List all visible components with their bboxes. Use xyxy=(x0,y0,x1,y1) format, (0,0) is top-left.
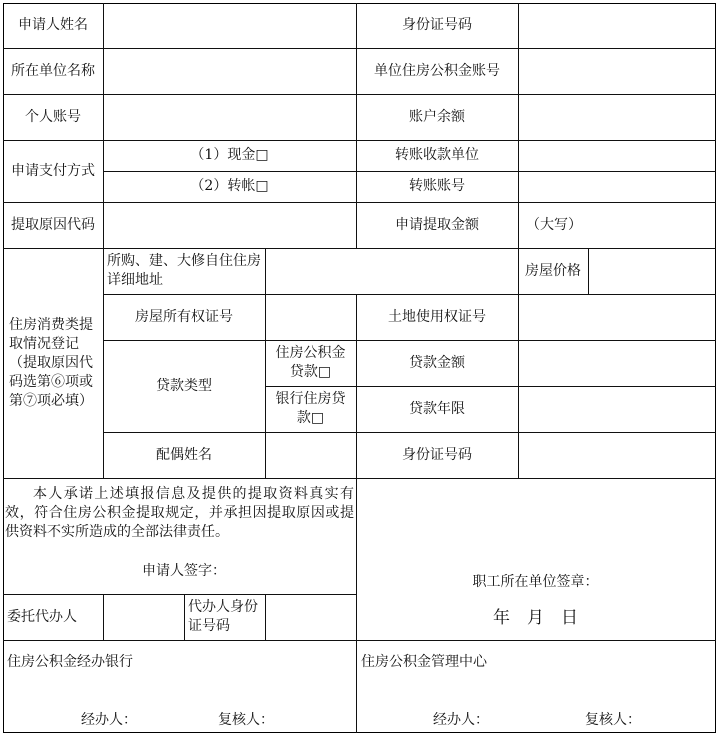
account-balance-field[interactable] xyxy=(518,94,715,140)
account-balance-label: 账户余额 xyxy=(409,108,465,125)
spouse-id-field[interactable] xyxy=(518,432,715,478)
amount-in-words-field[interactable]: （大写） xyxy=(526,216,582,233)
property-address-field[interactable] xyxy=(265,248,518,294)
spouse-id-label: 身份证号码 xyxy=(402,446,472,463)
transfer-option[interactable]: （2）转帐□ xyxy=(190,178,269,194)
loan-term-field[interactable] xyxy=(518,386,715,432)
house-price-field[interactable] xyxy=(588,248,715,294)
declaration-text: 本人承诺上述填报信息及提供的提取资料真实有效，符合住房公积金提取规定，并承担因提取原因或提供资料不实所造成的全部法律责任。 xyxy=(5,486,354,540)
loan-type-label: 贷款类型 xyxy=(156,377,212,394)
transfer-payee-field[interactable] xyxy=(518,140,715,171)
handler-label-bank: 经办人： xyxy=(81,712,137,728)
payment-method-label: 申请支付方式 xyxy=(11,162,95,179)
housing-section-label: 住房消费类提取情况登记（提取原因代码选第⑥项或第⑦项必填） xyxy=(9,316,93,409)
proxy-label: 委托代办人 xyxy=(7,608,77,625)
house-price-label: 房屋价格 xyxy=(525,262,581,279)
fund-loan-option[interactable]: 住房公积金贷款□ xyxy=(275,345,346,380)
employer-seal-label: 职工所在单位签章： xyxy=(472,573,599,590)
reviewer-label-center: 复核人： xyxy=(585,712,641,728)
rule xyxy=(3,478,716,479)
reviewer-label-bank: 复核人： xyxy=(218,712,274,728)
border-bottom xyxy=(3,732,716,733)
withdrawal-amount-label: 申请提取金额 xyxy=(395,216,479,233)
employer-fund-account-field[interactable] xyxy=(518,48,715,94)
withdrawal-reason-code-label: 提取原因代码 xyxy=(11,216,95,233)
loan-amount-field[interactable] xyxy=(518,340,715,386)
transfer-account-label: 转账账号 xyxy=(409,178,465,194)
border-right xyxy=(715,3,716,733)
land-cert-field[interactable] xyxy=(518,294,715,340)
bank-loan-option[interactable]: 银行住房贷款□ xyxy=(275,391,346,426)
proxy-id-label: 代办人身份证号码 xyxy=(188,599,258,634)
employer-name-field[interactable] xyxy=(103,48,356,94)
transfer-account-field[interactable] xyxy=(518,171,715,202)
id-number-label: 身份证号码 xyxy=(402,17,472,33)
proxy-name-field[interactable] xyxy=(103,594,184,640)
center-label: 住房公积金管理中心 xyxy=(361,654,487,670)
loan-term-label: 贷款年限 xyxy=(409,400,465,417)
withdrawal-reason-code-field[interactable] xyxy=(103,202,356,248)
applicant-name-label: 申请人姓名 xyxy=(18,17,88,33)
land-cert-label: 土地使用权证号 xyxy=(388,308,486,325)
id-number-field[interactable] xyxy=(518,3,715,48)
rule xyxy=(3,640,716,641)
spouse-name-label: 配偶姓名 xyxy=(156,446,212,463)
withdrawal-form xyxy=(3,3,716,733)
loan-amount-label: 贷款金额 xyxy=(409,354,465,371)
applicant-signature-label: 申请人签字： xyxy=(142,562,226,579)
handler-label-center: 经办人： xyxy=(433,712,489,728)
employer-name-label: 所在单位名称 xyxy=(11,62,95,79)
personal-account-label: 个人账号 xyxy=(25,108,81,125)
ownership-cert-field[interactable] xyxy=(265,294,356,340)
property-address-label: 所购、建、大修自住住房详细地址 xyxy=(107,253,261,288)
bank-label: 住房公积金经办银行 xyxy=(7,654,133,670)
transfer-payee-label: 转账收款单位 xyxy=(395,147,479,163)
personal-account-field[interactable] xyxy=(103,94,356,140)
employer-fund-account-label: 单位住房公积金账号 xyxy=(374,62,500,79)
date-label: 年 月 日 xyxy=(493,607,578,628)
spouse-name-field[interactable] xyxy=(265,432,356,478)
proxy-id-field[interactable] xyxy=(265,594,356,640)
ownership-cert-label: 房屋所有权证号 xyxy=(135,308,233,325)
cash-option[interactable]: （1）现金□ xyxy=(190,147,269,163)
applicant-name-field[interactable] xyxy=(103,3,356,48)
